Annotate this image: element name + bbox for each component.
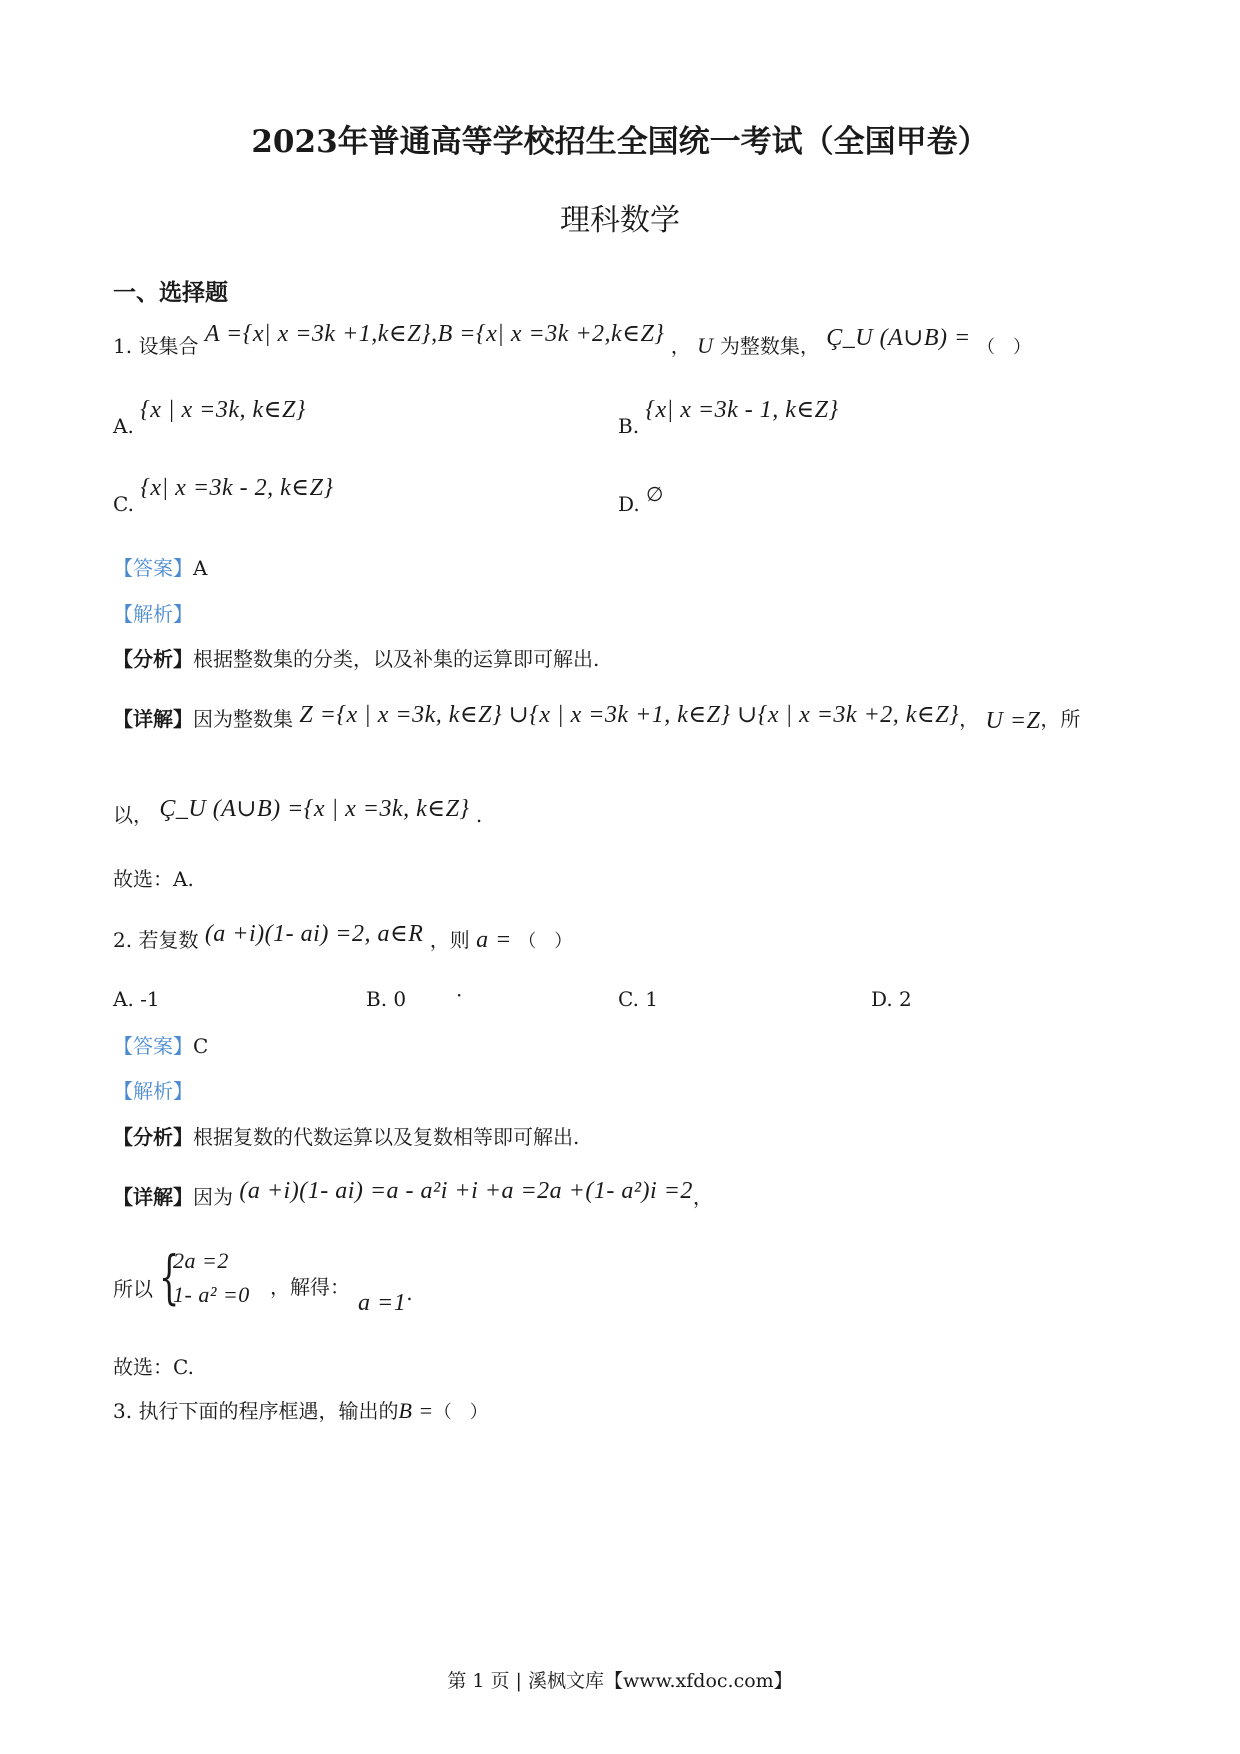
q2-variable: a = (476, 927, 512, 953)
q2-option-c: C. 1 (618, 987, 659, 1011)
document-title: 2023年普通高等学校招生全国统一考试（全国甲卷） (251, 124, 989, 160)
q1-option-d-label: D. (618, 492, 640, 516)
q1-universal-set: U (697, 333, 714, 358)
q1-answer (113, 555, 207, 581)
q2-option-d: D. 2 (871, 987, 912, 1011)
q1-detail-mid: ， (959, 707, 980, 731)
q1-option-d-expr: ∅ (646, 484, 664, 506)
system-brace-icon: { (159, 1243, 180, 1311)
q1-answer-tag: 【答案】 (113, 556, 193, 580)
q1-option-b-expr: {x| x =3k - 1, k∈Z} (645, 397, 839, 423)
q2-fenxi (113, 1124, 579, 1150)
q2-detail-suffix: ， (692, 1185, 713, 1209)
q1-fenxi-text: 根据整数集的分类，以及补集的运算即可解出. (193, 647, 600, 671)
q2-fenxi-text: 根据复数的代数运算以及复数相等即可解出. (193, 1125, 580, 1149)
q1-option-b (618, 397, 839, 439)
q2-answer-tag: 【答案】 (113, 1034, 193, 1058)
q3-stem-suffix: （ ） (433, 1402, 488, 1423)
q1-option-a-expr: {x | x =3k, k∈Z} (140, 397, 306, 423)
q2-detail-prefix: 因为 (193, 1185, 233, 1209)
q2-detail-expression: (a +i)(1- ai) =a - a²i +i +a =2a +(1- a²)i =2 (239, 1178, 693, 1204)
q1-stem-suffix: （ ） (977, 337, 1032, 358)
q1-option-a-label: A. (113, 414, 134, 438)
q2-answer-value: C (193, 1034, 209, 1058)
q1-detail2-prefix: 以， (113, 803, 153, 827)
q1-option-c-expr: {x| x =3k - 2, k∈Z} (140, 475, 334, 501)
q1-option-b-label: B. (618, 414, 640, 438)
q1-answer-value: A (193, 556, 208, 580)
q3-variable: B = (398, 1398, 434, 1423)
q1-detail-u: U =Z (985, 708, 1041, 734)
q2-fenxi-tag: 【分析】 (113, 1125, 193, 1149)
q1-detail (113, 702, 1133, 734)
q1-stem-mid: ， (670, 334, 691, 358)
q2-stem-mid: ，则 (429, 928, 470, 952)
q1-fenxi (113, 646, 599, 672)
q2-conclusion: 故选：C. (113, 1355, 194, 1379)
q3-stem-prefix: 3. 执行下面的程序框遇，输出的 (113, 1399, 399, 1423)
q2-detail (113, 1178, 713, 1210)
question-3-stem (113, 1398, 488, 1426)
q2-system-line-2: 1- a² =0 (173, 1282, 250, 1307)
q2-solution-suffix: . (406, 1281, 413, 1305)
q2-stem-suffix: （ ） (518, 931, 573, 952)
q1-option-a (113, 397, 306, 439)
q1-detail-prefix: 因为整数集 (193, 707, 293, 731)
q2-equation-system (159, 1243, 279, 1318)
question-1-stem (113, 321, 1053, 361)
q2-stem-prefix: 2. 若复数 (113, 928, 199, 952)
q2-expression: (a +i)(1- ai) =2, a∈R (204, 921, 424, 947)
q2-system-line-1: 2a =2 (173, 1248, 229, 1273)
q1-detail-expression: Z ={x | x =3k, k∈Z} ∪{x | x =3k +1, k∈Z} ∪{x | x =3k +2, k∈Z} (299, 702, 960, 728)
q1-complement-expression: Ç_U (A∪B) = (826, 325, 971, 351)
q2-system-mid: ，解得： (270, 1275, 350, 1299)
q1-detail-tag: 【详解】 (113, 707, 193, 731)
q2-option-a: A. -1 (113, 987, 160, 1011)
q1-fenxi-tag: 【分析】 (113, 647, 193, 671)
q1-analysis-tag: 【解析】 (113, 602, 193, 626)
q2-detail-tag: 【详解】 (113, 1185, 193, 1209)
section-heading: 一、选择题 (113, 279, 228, 306)
q1-stem-prefix: 1. 设集合 (113, 334, 199, 358)
q2-analysis-tag: 【解析】 (113, 1079, 193, 1103)
page-footer: 第 1 页 | 溪枫文库【www.xfdoc.com】 (447, 1670, 793, 1692)
q2-stray-dot: · (456, 983, 463, 1007)
q1-conclusion: 故选：A. (113, 867, 194, 891)
q2-solution-expr: a =1 (358, 1290, 407, 1316)
q1-stem-mid2: 为整数集， (719, 334, 820, 358)
q1-detail2-expression: Ç_U (A∪B) ={x | x =3k, k∈Z} (159, 796, 470, 822)
q1-detail-continued (113, 796, 483, 828)
document-subtitle: 理科数学 (560, 203, 680, 238)
q1-option-c (113, 475, 334, 517)
question-2-stem (113, 921, 573, 955)
q1-option-c-label: C. (113, 492, 134, 516)
q1-detail-suffix: ，所 (1040, 707, 1081, 731)
q2-solution (358, 1281, 413, 1316)
q1-set-expression: A ={x| x =3k +1,k∈Z},B ={x| x =3k +2,k∈Z} (204, 321, 665, 347)
q1-detail2-suffix: . (475, 803, 483, 827)
q2-answer (113, 1033, 208, 1059)
q2-option-b: B. 0 (366, 987, 407, 1011)
q1-option-d (618, 484, 664, 518)
q2-system-prefix: 所以 (113, 1277, 153, 1301)
